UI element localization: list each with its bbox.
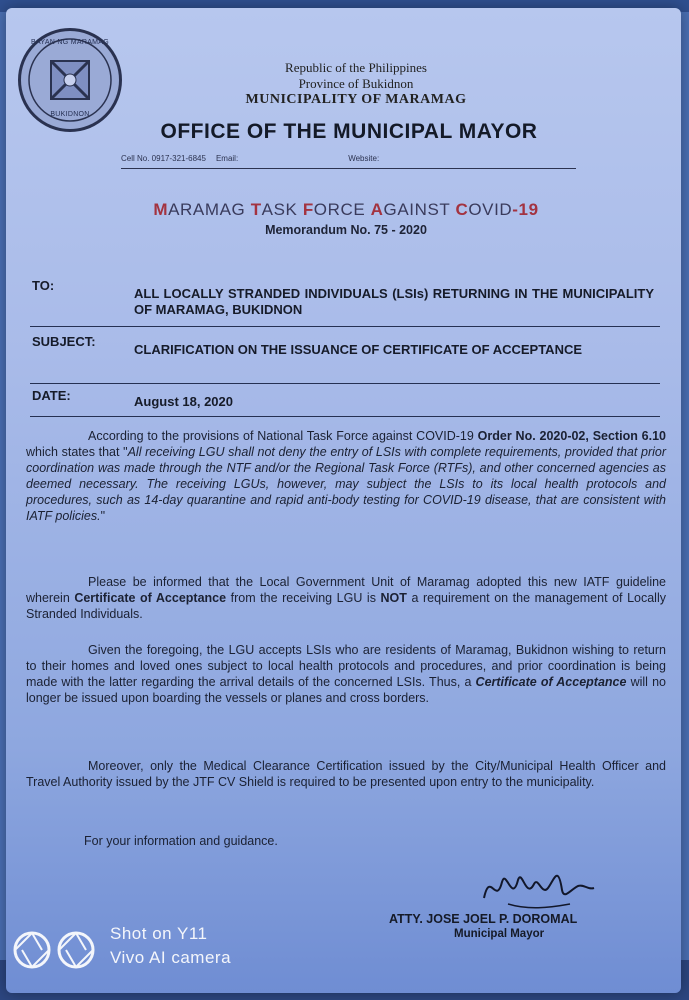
subject-divider xyxy=(30,383,660,384)
paragraph-4: Moreover, only the Medical Clearance Certification issued by the City/Municipal Health Officer and Travel Authority issued by the JTF CV Shield is required to be presented upon entry to the municipality. xyxy=(26,759,666,789)
date-label: DATE: xyxy=(32,388,71,403)
subject-label: SUBJECT: xyxy=(32,334,96,349)
tf-initial-f: F xyxy=(302,200,314,219)
tf-initial-a: A xyxy=(370,200,384,219)
tf-initial-m: M xyxy=(153,200,169,219)
website-value-blurred xyxy=(389,154,469,163)
subject-value: CLARIFICATION ON THE ISSUANCE OF CERTIFICATE OF ACCEPTANCE xyxy=(134,342,583,357)
date-value: August 18, 2020 xyxy=(134,394,233,409)
memorandum-number: Memorandum No. 75 - 2020 xyxy=(265,223,427,237)
paragraph-3: Given the foregoing, the LGU accepts LSIs who are residents of Maramag, Bukidnon wishing to return to their homes and loved ones subject to local health protocols and procedures, and prior coordination is being made with the latter regarding the arrival details of the concerned LSIs. Thus, a Certificate of Acceptance will no longer be issued upon boarding the vessels or planes and cross borders. xyxy=(26,643,666,705)
cell-number: Cell No. 0917-321-6845 xyxy=(121,154,206,163)
date-divider xyxy=(30,416,660,417)
seal-center-text: BUKIDNON xyxy=(50,111,90,118)
paragraph-2: Please be informed that the Local Government Unit of Maramag adopted this new IATF guideline wherein Certificate of Acceptance from the receiving LGU is NOT a requirement on the management of Locally Stranded Individuals. xyxy=(26,575,666,621)
tf-word-against: GAINST xyxy=(383,200,456,219)
header-republic: Republic of the Philippines xyxy=(285,60,427,75)
office-title: OFFICE OF THE MUNICIPAL MAYOR xyxy=(160,120,538,143)
closing-line: For your information and guidance. xyxy=(84,834,278,848)
tf-word-maramag: ARAMAG xyxy=(168,200,251,219)
memorandum-document xyxy=(6,8,681,993)
watermark-line-1: Shot on Y11 xyxy=(110,924,208,943)
website-label: Website: xyxy=(348,154,380,163)
tf-word-force: ORCE xyxy=(313,200,371,219)
email-label: Email: xyxy=(215,154,239,163)
tf-initial-c: C xyxy=(455,200,469,219)
paragraph-1: According to the provisions of National Task Force against COVID-19 Order No. 2020-02, Section 6.10 which states that "All receiving LGU shall not deny the entry of LSIs with complete requirements, provided that prior coordination was made through the NTF and/or the Regional Task Force (RTFs), and other concerned agencies as deemed necessary. The receiving LGUs, however, may subject the LSIs to its local health protocols and procedures, such as 14-day quarantine and rapid anti-body testing for COVID-19 disease, that are consistent with IATF policies." xyxy=(26,429,667,523)
signature-icon xyxy=(478,860,598,920)
contact-line xyxy=(121,154,581,163)
to-value: ALL LOCALLY STRANDED INDIVIDUALS (LSIs) RETURNING IN THE MUNICIPALITY OF MARAMAG, BUKIDNON xyxy=(134,286,654,317)
camera-shutter-icon xyxy=(12,926,100,974)
camera-watermark xyxy=(12,920,312,990)
to-label: TO: xyxy=(32,278,55,293)
signatory-name: ATTY. JOSE JOEL P. DOROMAL xyxy=(389,912,578,926)
tf-word-task: ASK xyxy=(261,200,303,219)
tf-suffix-19: -19 xyxy=(512,200,539,219)
signatory-title: Municipal Mayor xyxy=(454,928,545,940)
tf-word-covid: OVID xyxy=(468,200,513,219)
task-force-title xyxy=(106,200,586,220)
tf-initial-t: T xyxy=(250,200,262,219)
watermark-line-2: Vivo AI camera xyxy=(110,948,232,967)
header-province: Province of Bukidnon xyxy=(298,76,414,91)
municipal-seal-logo xyxy=(18,28,122,132)
header-municipality: MUNICIPALITY OF MARAMAG xyxy=(245,92,467,107)
header-divider xyxy=(121,168,576,169)
to-divider xyxy=(30,326,660,327)
seal-ring-text: BAYAN NG MARAMAG xyxy=(30,39,110,46)
email-value-blurred xyxy=(248,154,338,163)
